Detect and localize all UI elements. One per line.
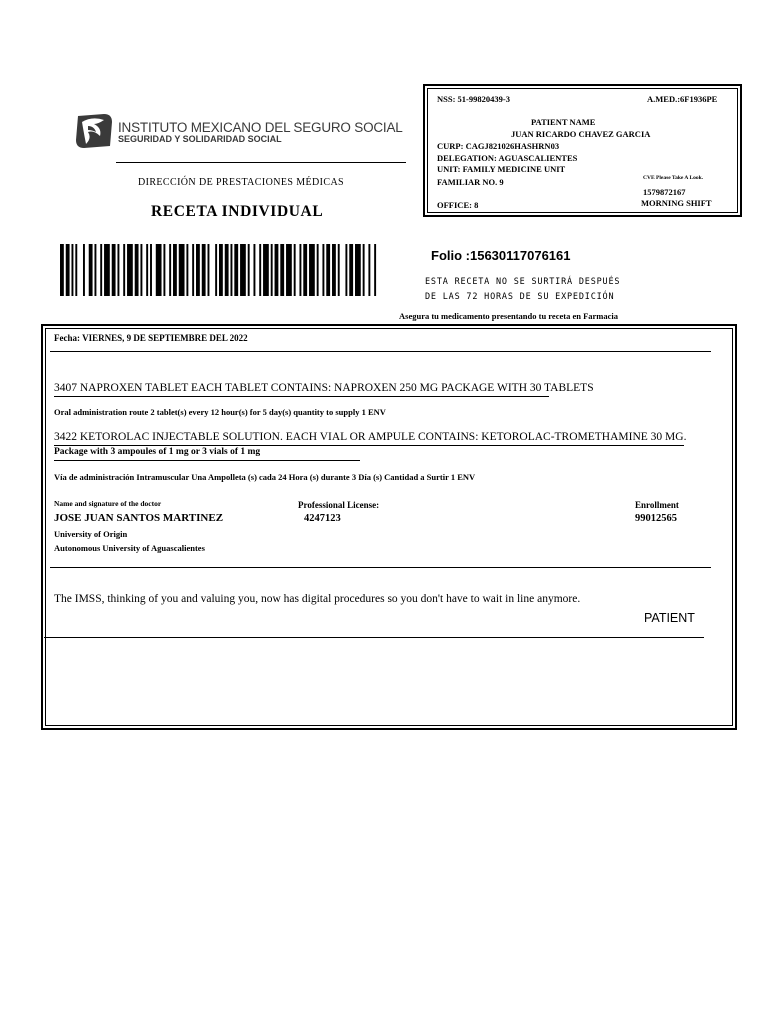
barcode-bar	[240, 244, 246, 296]
professional-license-label: Professional License:	[298, 500, 380, 510]
barcode-bar	[94, 244, 96, 296]
barcode-bar	[192, 244, 194, 296]
barcode-bar	[100, 244, 102, 296]
barcode-bar	[83, 244, 85, 296]
professional-license-value: 4247123	[304, 513, 341, 524]
barcode-bar	[263, 244, 269, 296]
barcode-bar	[363, 244, 365, 296]
patient-signature-line	[44, 637, 704, 638]
barcode-bar	[89, 244, 93, 296]
barcode-bar	[112, 244, 116, 296]
patient-shift: MORNING SHIFT	[641, 198, 712, 208]
barcode-bar	[104, 244, 110, 296]
barcode-bar	[179, 244, 185, 296]
barcode-bar	[230, 244, 232, 296]
patient-name: JUAN RICARDO CHAVEZ GARCIA	[511, 129, 651, 139]
imss-message: The IMSS, thinking of you and valuing you, now has digital procedures so you don't have to wait in line anymore.	[54, 593, 581, 605]
barcode-bar	[60, 244, 64, 296]
barcode-bar	[275, 244, 279, 296]
barcode-bar	[355, 244, 361, 296]
patient-name-label: PATIENT NAME	[531, 117, 596, 127]
direction-label: DIRECCIÓN DE PRESTACIONES MÉDICAS	[138, 177, 345, 188]
doctor-university-label: University of Origin	[54, 529, 128, 539]
patient-cve-note: CVE Please Take A Look.	[643, 175, 704, 181]
medication-2-package-underline	[54, 460, 360, 461]
barcode-bar	[345, 244, 347, 296]
barcode-bar	[127, 244, 133, 296]
doctor-university: Autonomous University of Aguascalientes	[54, 543, 205, 553]
patient-cve-number: 1579872167	[643, 187, 686, 197]
imss-eagle-emblem-icon	[74, 112, 114, 150]
patient-amed: A.MED.:6F1936PE	[647, 94, 718, 104]
barcode-bar	[303, 244, 307, 296]
barcode-bar	[280, 244, 284, 296]
barcode-bar	[338, 244, 340, 296]
institution-name: INSTITUTO MEXICANO DEL SEGURO SOCIAL	[118, 120, 403, 135]
barcode-bar	[374, 244, 376, 296]
medication-2-underline	[54, 445, 684, 446]
barcode-bar	[71, 244, 73, 296]
barcode-bar	[286, 244, 292, 296]
pharmacy-notice: Asegura tu medicamento presentando tu receta en Farmacia	[399, 311, 618, 321]
barcode-bar	[150, 244, 152, 296]
barcode-bar	[326, 244, 330, 296]
barcode-bar	[317, 244, 319, 296]
barcode-bar	[146, 244, 148, 296]
barcode-bar	[169, 244, 171, 296]
barcode-bar	[309, 244, 315, 296]
barcode-bar	[234, 244, 238, 296]
barcode-bar	[140, 244, 142, 296]
patient-info-box	[423, 84, 742, 217]
barcode-bar	[271, 244, 273, 296]
patient-curp: CURP: CAGJ821026HASHRN03	[437, 141, 560, 151]
document-title: RECETA INDIVIDUAL	[151, 203, 324, 220]
medication-2-title: 3422 KETOROLAC INJECTABLE SOLUTION. EACH VIAL OR AMPULE CONTAINS: KETOROLAC-TROMETHAMINE 30 MG.	[54, 431, 687, 443]
patient-familiar-no: FAMILIAR NO. 9	[437, 177, 504, 187]
expiry-notice-line1: ESTA RECETA NO SE SURTIRÁ DESPUÉS	[425, 277, 621, 287]
barcode-bar	[322, 244, 324, 296]
doctor-signature-label: Name and signature of the doctor	[54, 499, 162, 508]
barcode-bar	[196, 244, 200, 296]
barcode-bar	[349, 244, 353, 296]
institution-subtitle: SEGURIDAD Y SOLIDARIDAD SOCIAL	[118, 134, 282, 144]
barcode-bar	[186, 244, 188, 296]
enrollment-value: 99012565	[635, 513, 677, 524]
barcode-bar	[253, 244, 255, 296]
doctor-divider	[50, 567, 711, 568]
barcode-bar	[332, 244, 336, 296]
barcode-bar	[117, 244, 119, 296]
barcode-bar	[225, 244, 229, 296]
barcode-bar	[294, 244, 296, 296]
patient-delegation: DELEGATION: AGUASCALIENTES	[437, 153, 578, 163]
barcode-bar	[163, 244, 165, 296]
barcode-bar	[299, 244, 301, 296]
barcode-bar	[123, 244, 125, 296]
prescription-date: Fecha: VIERNES, 9 DE SEPTIEMBRE DEL 2022	[54, 333, 248, 343]
doctor-name: JOSE JUAN SANTOS MARTINEZ	[54, 512, 224, 524]
barcode-bar	[135, 244, 139, 296]
patient-unit: UNIT: FAMILY MEDICINE UNIT	[437, 164, 566, 174]
barcode-bar	[259, 244, 261, 296]
patient-signature-label: PATIENT	[644, 611, 695, 625]
imss-logo	[74, 112, 403, 152]
barcode-bar	[202, 244, 206, 296]
enrollment-label: Enrollment	[635, 500, 679, 510]
barcode-bar	[248, 244, 250, 296]
barcode-bar	[156, 244, 162, 296]
barcode-bar	[219, 244, 223, 296]
barcode-bar	[368, 244, 370, 296]
header-divider	[116, 162, 406, 163]
medication-1-title: 3407 NAPROXEN TABLET EACH TABLET CONTAINS: NAPROXEN 250 MG PACKAGE WITH 30 TABLETS	[54, 382, 594, 394]
barcode-bar	[173, 244, 177, 296]
barcode-bar	[215, 244, 217, 296]
barcode	[60, 244, 378, 296]
date-divider	[50, 351, 711, 352]
expiry-notice-line2: DE LAS 72 HORAS DE SU EXPEDICIÓN	[425, 292, 615, 302]
medication-2-administration: Vía de administración Intramuscular Una Ampolleta (s) cada 24 Hora (s) durante 3 Día (s) Cantidad a Surtir 1 ENV	[54, 472, 476, 482]
barcode-bar	[75, 244, 77, 296]
medication-1-underline	[54, 396, 549, 397]
barcode-bar	[66, 244, 70, 296]
patient-nss: NSS: 51-99820439-3	[437, 94, 510, 104]
medication-1-dosage: Oral administration route 2 tablet(s) every 12 hour(s) for 5 day(s) quantity to supply 1 ENV	[54, 407, 386, 417]
medication-2-package: Package with 3 ampoules of 1 mg or 3 vials of 1 mg	[54, 447, 261, 457]
barcode-bar	[208, 244, 210, 296]
patient-office: OFFICE: 8	[437, 200, 479, 210]
folio-number: Folio :15630117076161	[431, 248, 571, 263]
